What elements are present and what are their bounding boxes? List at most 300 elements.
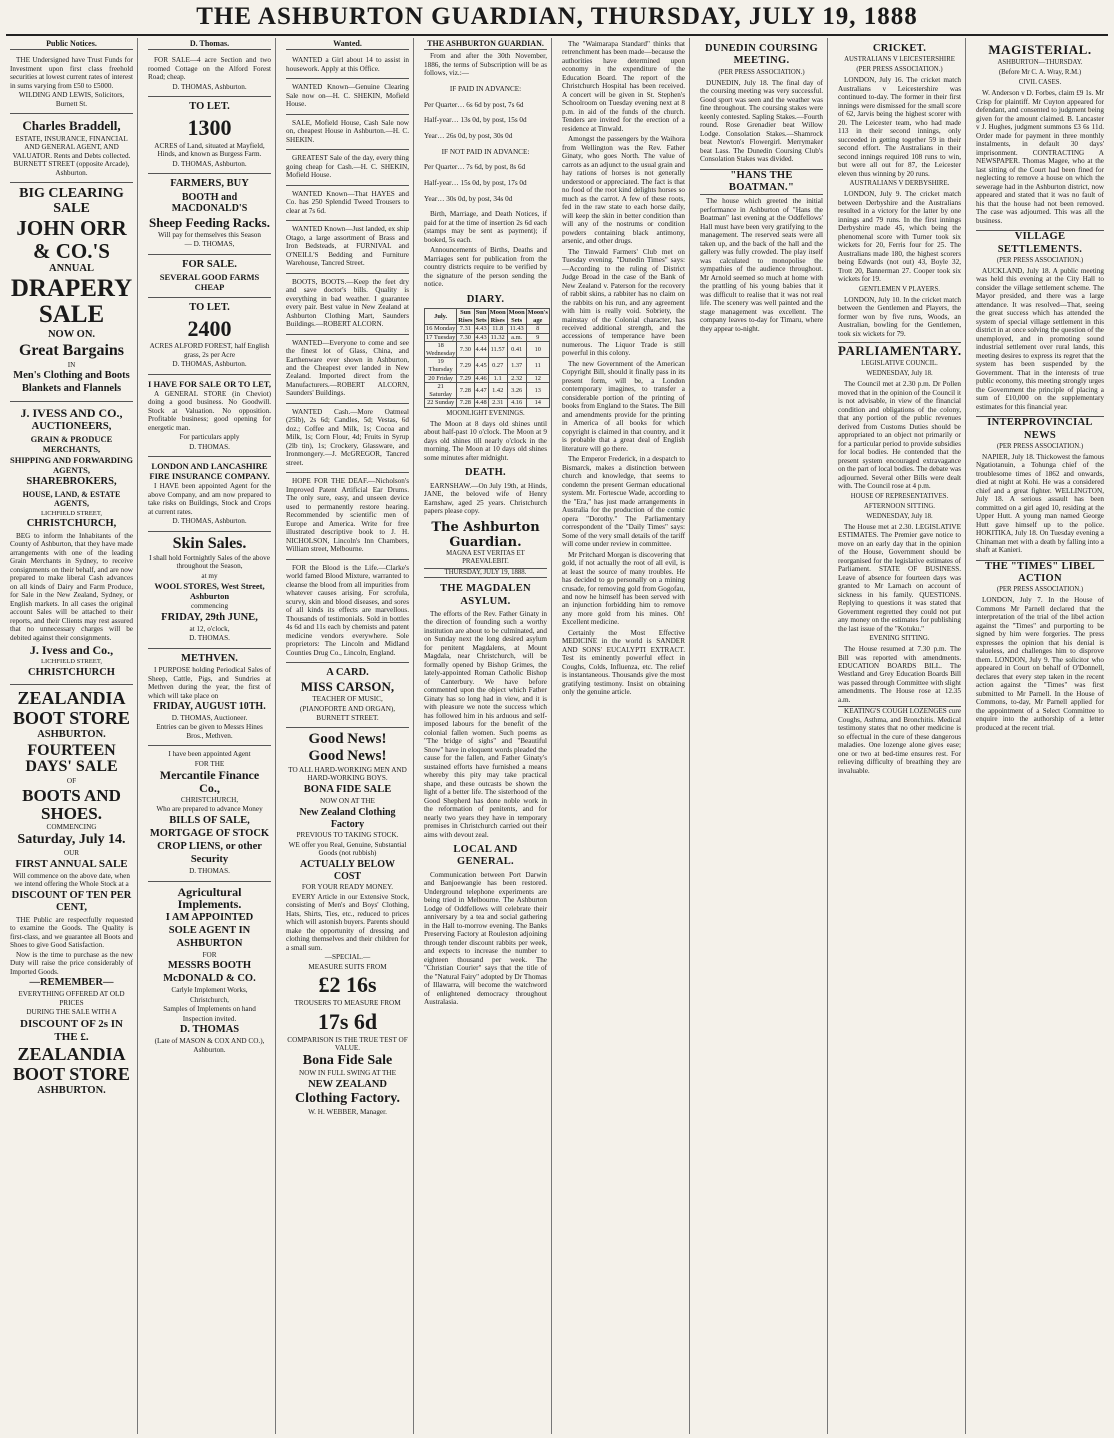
- for-sale-label: FOR SALE.: [182, 258, 237, 270]
- boot-store-footer: BOOT STORE: [13, 1063, 130, 1084]
- news-paragraph: Amongst the passengers by the Waihora from Wellington was the Rev. Father Ginaty, who goes North. The value of carrots as an adjunct to the usual grain and hay rations of horses is not generally understood or appreciated. The fact is that no food of the root kind delights horses so much as the carrot. A few of these roots, fed in the raw state to each horse daily, will keep the skin in better condition than will any of the nostrums or condition powders containing black antimony, arsenic, and other drugs.: [562, 135, 685, 246]
- cricket-title: CRICKET.: [872, 43, 927, 54]
- libel-sub: (PER PRESS ASSOCIATION.): [996, 586, 1084, 594]
- to-let-2400: [148, 298, 271, 375]
- agricultural-implements: Agricultural Implements.: [177, 884, 242, 912]
- news-paragraph: The new Government of the American Copyright Bill, should it finally pass in its present form, will be, a London contemporary imagines, to transfer a considerable portion of the printing of books from England to the States. The Bill and amendments provide for the printing in America of all books for which copyright is claimed in that country, and it is probable that a great deal of English literature will go there.: [562, 359, 685, 453]
- diary-row: [425, 399, 550, 408]
- diary-cell: 7.28: [457, 399, 474, 408]
- diary-row: [425, 325, 550, 334]
- diary-cell: 7.28: [457, 383, 474, 399]
- village-sub: (PER PRESS ASSOCIATION.): [996, 256, 1084, 264]
- diary-cell: 19 Thursday: [425, 358, 457, 374]
- legislative-council: LEGISLATIVE COUNCIL.: [861, 360, 938, 368]
- wanted-cash: [286, 404, 409, 473]
- diary-cell: 20 Friday: [425, 374, 457, 383]
- implements-ad: [148, 882, 271, 1060]
- magisterial-title: MAGISTERIAL.: [988, 42, 1092, 57]
- evening-sitting: EVENING SITTING.: [869, 635, 930, 642]
- london-lancashire: LONDON AND LANCASHIRE FIRE INSURANCE COMPANY.: [149, 461, 270, 482]
- village-settlements-title: VILLAGE SETTLEMENTS.: [976, 230, 1104, 256]
- measure-suits: MEASURE SUITS FROM: [308, 962, 387, 971]
- diary-cell: 11.43: [507, 325, 526, 334]
- greatest-sale: [286, 150, 409, 185]
- local-general-body: Communication between Port Darwin and Banjoewangie has been restored. Underground telephone experiments are being tried in Melbourne. The Ashburton Lodge of Oddfellows will celebrate their anniversary by a tea and social gathering in the Hall to-morrow evening. The Banks Preserving Factory at Rouleston adjoining through tender discount rabbits per week, and expects to increase the number to eighteen thousand per week. The "Christian Courier" says that the title of the "Natural Fairy" adopted by Dr Thomas of Illawarra, will become the watchword of enlightened democracy throughout Australasia.: [424, 870, 547, 1007]
- diary-title: DIARY.: [466, 293, 505, 305]
- diary-header-cell: Moon Sets: [508, 309, 525, 324]
- magdalen-title: THE MAGDALEN ASYLUM.: [440, 583, 531, 607]
- john-orr-name: JOHN ORR & CO.'S: [16, 216, 127, 263]
- diary-row: [425, 333, 550, 342]
- lichfield-street-footer: LICHFIELD STREET,: [40, 658, 103, 666]
- thomas-sign: D. THOMAS, Ashburton.: [172, 360, 247, 369]
- village-body: AUCKLAND, July 18. A public meeting was held this evening at the City Hall to consider the village settlement scheme. The Mayor presided, and there was a large attendance. It was resolved—That, seeing the great success which has attended the system of special village settlement in this district in at once solving the question of the unemployed, and in promoting sound industrial settlement over rural lands, this meeting desires to express its regret that the system has been suspended by the Government. That in the interests of true public economy, this meeting strongly urges the Government the principle of placing a sum of £10,000 on the supplementary estimates for this financial year.: [976, 266, 1104, 411]
- rate-line: Half-year… 13s 0d, by post, 15s 0d: [424, 116, 527, 125]
- boots-and-shoes: BOOTS AND SHOES.: [22, 785, 121, 823]
- piano-label: (PIANOFORTE AND ORGAN),: [299, 704, 396, 713]
- good-farms-ad: [148, 255, 271, 298]
- appointed-label: I AM APPOINTED: [165, 911, 254, 923]
- general-store-text: A GENERAL STORE (in Cheviot) doing a good business. No Goodwill. Stock at Valuation. No opposition. Profitable business; good opening for energetic man.: [148, 389, 271, 432]
- column-coursing-boatman: [696, 38, 828, 1434]
- ivess-body: BEG to inform the Inhabitants of the County of Ashburton, that they have made arrangements with one of the leading Grain Merchants in Sydney, to receive consignments on their behalf, and are now prepared to make liberal Cash advances on all kinds of Dairy and Farm Produce, for Sale in the New Zealand, Sydney, or English markets. In all cases the original account Sales will be attached to their reports, and their Clients may rest assured that no unnecessary charges will be debited against their consignments.: [10, 531, 133, 642]
- christchurch-label: CHRISTCHURCH,: [180, 795, 239, 804]
- diary-cell: 11: [526, 358, 549, 374]
- announcements-note: Announcements of Births, Deaths and Marriages sent for publication from the country districts require to be verified by the signature of the person sending the notice.: [424, 246, 547, 289]
- column-d-thomas: [144, 38, 276, 1434]
- commencing-label: commencing: [190, 602, 229, 611]
- trust-funds-ad: [10, 52, 133, 114]
- at-my-label: at my: [201, 571, 218, 580]
- previous-stock: PREVIOUS TO TAKING STOCK.: [296, 831, 399, 840]
- ivess-name: J. IVESS AND CO.,: [20, 405, 123, 420]
- libel-body: LONDON, July 7. In the House of Commons Mr Parnell declared that the interpretation of the trial of the libel action against the "Times" and purporting to be signed by him were forgeries. The press expresses the opinion that his denial is valueless, and challenges him to disprove them. LONDON, July 9. The solicitor who appeared in Court on behalf of O'Donnell, declares that every step taken in the recent action against the "Times" was first submitted to Mr Parnell. In the House of Commons, to-day, Mr Parnell applied for the appointment of a Select Committee to enquire into the authorship of a letter produced at the recent trial.: [976, 596, 1104, 732]
- nz-clothing-factory: New Zealand Clothing Factory: [299, 806, 396, 830]
- diary-cell: 18 Wednesday: [426, 342, 456, 357]
- clothing-factory: Clothing Factory.: [295, 1091, 400, 1107]
- diary-cell: 22 Sunday: [425, 399, 457, 408]
- column-header: THE ASHBURTON GUARDIAN.: [424, 38, 547, 50]
- coursing-body: DUNEDIN, July 18. The final day of the coursing meeting was very successful. Good sport was seen and the weather was fine throughout. The coursing stakes were keenly contested. Sapling Stakes.—Fourth round. Rose Grenadier beat Willow Lodge. Consolation Stakes.—Shamrock beat Newton's Flowergirl. Merrymaker beat Lass. The Dunedin Coursing Club's Consolation Stakes was divided.: [700, 78, 823, 164]
- magisterial-body: W. Anderson v D. Forbes, claim £9 1s. Mr Crisp for plaintiff. Mr Cuyton appeared for defendant, and consented to judgment being given for the amount claimed. B. Lancaster v J. Hughes, judgment summons £3 6s 11d. Order made for payment in three monthly instalments, in default 30 days' imprisonment. CONTRACTING A NEWSPAPER. Thomas Magee, who at the last sitting of the Court had been fined for neglecting to remove a house on which the sewerage had in the Ashburton district, now appeared and stated that it was no fault of his that the house had not been removed. The case was adjourned. This was all the business.: [976, 89, 1104, 225]
- auctioneers: AUCTIONEERS,: [31, 421, 112, 432]
- diary-header-cell: Moon Rises: [489, 309, 506, 324]
- diary-header-cell: Sun Sets: [475, 309, 487, 324]
- now-is-time: Now is the time to purchase as the new Duty will raise the price considerably of Imported Goods.: [10, 950, 133, 976]
- news-paragraph: Mr Pritchard Morgan is discovering that gold, if not actually the root of all evil, is at least the source of many troubles. He has decided to go personally on a mining crusade, for removing gold from Gogofau, and now he himself has been served with an injunction forbidding him to remove any more gold from his mines. Oh! Excellent medicine.: [562, 550, 685, 627]
- diary-cell: 1.37: [507, 358, 526, 374]
- wanted-text: WANTED Known—Genuine Clearing Sale now on—H. C. SHEKIN, Mofield House.: [286, 83, 409, 109]
- diary-row: [425, 358, 550, 374]
- if-not-paid-label: IF NOT PAID IN ADVANCE:: [441, 147, 530, 156]
- news-paragraph: The Emperor Frederick, in a despatch to Bismarck, makes a distinction between church and knowledge, that seems to condemn the present German educational system. Mr. Fortescue Wade, according to the "Era," has just made arrangements in Australia for the production of the comic opera "Dorothy." The Parliamentary correspondent of the "Daily Times" says: Some of the very small details of the tariff will come under review in committee.: [562, 455, 685, 549]
- price-trousers: 17s 6d: [317, 1008, 378, 1034]
- wanted-text: FOR the Blood is the Life.—Clarke's world famed Blood Mixture, warranted to cleanse the blood from all impurities from whatever causes arising. For scrofula, scurvy, skin and blood diseases, and sores of all kinds its effects are marvellous. Thousands of testimonials. Sold in bottles 4s 6d and 11s each by chemists and patent medicine vendors everywhere. Sole proprietors: The Lincoln and Midland Counties Drug Co., Lincoln, England.: [286, 563, 409, 657]
- rate-line: Year… 30s 0d, by post, 34s 0d: [424, 194, 513, 203]
- sole-agent: SOLE AGENT IN ASHBURTON: [168, 925, 251, 949]
- rate-line: Per Quarter… 7s 6d, by post, 8s 6d: [424, 163, 526, 172]
- wanted-text: WANTED Cash.—More Oatmeal (25lb), 2s 6d; Candles, 5d; Vestas, 6d doz.; Coffee and Milk, 1s; Cocoa and Milk, 1s; Corn Flour, 4d; Fruits in Syrup (2lb tin), 1s; Crockery, Glassware, and Ironmongery.—J. McGREGOR, Tancred street.: [286, 407, 409, 467]
- zealandia-title: ZEALANDIA: [17, 688, 126, 709]
- miss-carson: MISS CARSON,: [300, 679, 395, 695]
- have-for-sale: I HAVE FOR SALE OR TO LET,: [148, 378, 271, 389]
- mercantile-body: Who are prepared to advance Money: [156, 805, 263, 814]
- masthead-rule: [6, 34, 1108, 36]
- boatman-title: "HANS THE BOATMAN.": [700, 169, 823, 196]
- diary-cell: 2.32: [507, 374, 526, 383]
- diary-cell: 7.30: [457, 333, 474, 342]
- birth-notice-rates: Birth, Marriage, and Death Notices, if paid for at the time of insertion 2s 6d each (stamps may be sent as payment); if booked, 5s each.: [424, 210, 547, 244]
- actually-below-cost: ACTUALLY BELOW COST: [299, 858, 396, 882]
- ivess-ad: [10, 402, 133, 686]
- ashburton-thursday: ASHBURTON—THURSDAY.: [997, 59, 1083, 67]
- in-label: IN: [67, 360, 76, 369]
- wanted-girl: [286, 52, 409, 79]
- boots-ad: [286, 274, 409, 335]
- wanted-text: BOOTS, BOOTS.—Keep the feet dry and save doctor's bills. Quality is everything in bad weather. I guarantee every pair. Best value in New Zealand at Ashburton Clothing Mart, Saunders Buildings.—ROBERT ALCORN.: [286, 277, 409, 329]
- news-paragraph: The "Waimarapa Standard" thinks that retrenchment has been made—because the authorities have determined upon economy in the expenditure of the Education Board. The report of the Christchurch Hospital has been received. A concert will be given in St. Stephen's Schoolroom on Tuesday evening next at 8 p.m. in aid of the funds of the church. Tenders are invited for the erection of a residence at Tinwald.: [562, 40, 685, 133]
- diary-row: [425, 383, 550, 399]
- insurance-ad: [148, 457, 271, 531]
- diary-table: [424, 308, 550, 408]
- everything-offered: EVERYTHING OFFERED AT OLD PRICES: [18, 990, 125, 1007]
- to-let-label: TO LET.: [189, 101, 230, 113]
- house-of-reps: HOUSE OF REPRESENTATIVES.: [850, 492, 949, 500]
- now-in-full-swing: NOW IN FULL SWING AT THE: [299, 1069, 396, 1078]
- cricket-assoc: (PER PRESS ASSOCIATION.): [856, 66, 943, 74]
- mortgage-stock: MORTGAGE OF STOCK: [149, 827, 270, 839]
- wanted-text: WANTED—Everyone to come and see the finest lot of Glass, China, and Earthenware ever shown in Ashburton, and the Cheapest ever landed in New Zealand. Imported direct from the Manufacturers.—ROBERT ALCORN, Saunders' Buildings.: [286, 338, 409, 398]
- column-public-notices: [6, 38, 138, 1434]
- methven-ad: [148, 649, 271, 747]
- booth-macdonald: BOOTH and MACDONALD'S: [171, 191, 248, 215]
- farmers-buy: FARMERS, BUY: [170, 178, 249, 190]
- thomas-sign: D. THOMAS.: [189, 867, 230, 876]
- newspaper-page: [6, 38, 1108, 1434]
- guardian-motto: MAGNA EST VERITAS ET PRAEVALEBIT.: [446, 550, 525, 566]
- column-header: Wanted.: [286, 38, 409, 50]
- bedsteads-ad: [286, 221, 409, 273]
- diary-cell: 13: [526, 383, 549, 399]
- deaf-ad: [286, 473, 409, 559]
- moonlight-title: MOONLIGHT EVENINGS.: [446, 409, 525, 417]
- before-magistrate: (Before Mr C. A. Wray, R.M.): [998, 69, 1082, 77]
- braddell-ad: [10, 114, 133, 183]
- rate-line: Per Quarter… 6s 6d by post, 7s 6d: [424, 100, 524, 109]
- diary-cell: 17 Tuesday: [426, 333, 456, 341]
- bills-of-sale: BILLS OF SALE,: [169, 814, 250, 826]
- thomas-sign: D. THOMAS.: [189, 442, 230, 451]
- diary-cell: 11.8: [488, 325, 507, 334]
- diary-cell: 1.42: [488, 383, 507, 399]
- wanted-text: GREATEST Sale of the day, every thing going cheap for Cash.—H. C. SHEKIN, Mofield House.: [286, 154, 409, 180]
- discount-ten-per-cent: DISCOUNT OF TEN PER CENT,: [11, 889, 132, 914]
- wanted-text: HOPE FOR THE DEAF.—Nicholson's Improved Patent Artificial Ear Drums. The only sure, easy, and unseen device used to permanently restore hearing. Recommended by scientific men of Europe and America. Write for free illustrated descriptive book to J. H. NICHOLSON, Lincoln's Inn Chambers, William street, Melbourne.: [286, 477, 409, 554]
- mercantile-finance: Mercantile Finance Co.,: [159, 768, 260, 796]
- blood-mixture-ad: [286, 560, 409, 663]
- skin-sales-ad: [148, 532, 271, 649]
- house-body: The House met at 2.30. LEGISLATIVE ESTIMATES. The Premier gave notice to move on an early day that in the opinion of the House, Government should be reorganised for the legislative estimates of Parliament. STATE OF BUSINESS. Leave of absence for fourteen days was granted to Mr Larnach on account of sickness in his family. QUESTIONS. Replying to questions it was stated that Government regretted they could not put any money on the estimates for publishing the last issue of the "Kotuku.": [838, 522, 961, 633]
- our-label: OUR: [63, 848, 80, 857]
- lichfield-street: LICHFIELD STREET,: [40, 509, 103, 517]
- acres-1300: 1300: [187, 114, 232, 140]
- local-general-title: LOCAL AND GENERAL.: [453, 844, 518, 868]
- diary-cell: 0.27: [488, 358, 507, 374]
- particulars-label: For particulars apply: [179, 433, 240, 442]
- diary-row: [425, 374, 550, 383]
- good-news-2: Good News!: [308, 748, 387, 765]
- thomas-sign: D. THOMAS, Auctioneer.: [171, 714, 248, 722]
- guardian-flag: The Ashburton Guardian.: [431, 519, 540, 550]
- hard-working: TO ALL HARD-WORKING MEN AND HARD-WORKING BOYS.: [288, 765, 407, 783]
- clothing-factory-ad: [286, 728, 409, 1121]
- insurance-body: I HAVE been appointed Agent for the above Company, and am now prepared to take risks on Buildings, Stock and Crops at current rates.: [148, 482, 271, 516]
- thomas-sign: D. THOMAS: [179, 1024, 240, 1036]
- diary-cell: 4.44: [474, 342, 488, 358]
- diary-cell: 8: [526, 325, 549, 334]
- rate-line: Year… 26s 0d, by post, 30s 0d: [424, 132, 513, 141]
- column-magisterial: [972, 38, 1108, 1434]
- wednesday-date: WEDNESDAY, July 18.: [866, 512, 933, 520]
- for-the-label: FOR THE: [194, 759, 225, 768]
- now-on-at: NOW ON AT THE: [320, 797, 375, 806]
- diary-row: [425, 342, 550, 358]
- big-clearing-sale: BIG CLEARING SALE: [19, 186, 124, 216]
- diary-cell: 11.57: [488, 342, 507, 358]
- diary-cell: 7.31: [457, 325, 474, 334]
- diary-header-cell: July.: [425, 309, 457, 325]
- hayes-trousers: [286, 186, 409, 221]
- skin-sales-body: I shall hold Fortnightly Sales of the above throughout the Season,: [149, 553, 270, 571]
- commencing-label: COMMENCING: [46, 823, 97, 832]
- evening-body: The House resumed at 7.30 p.m. The Bill was reported with amendments. EDUCATION BOARDS BILL. The Westland and Grey Education Boards Bill was passed through Committee with slight amendments. The House rose at 12.35 a.m.: [838, 645, 961, 704]
- ivess-name-footer: J. Ivess and Co.,: [29, 643, 114, 658]
- diary-header-cell: Moon's age: [527, 309, 548, 324]
- every-article: EVERY Article in our Extensive Stock, consisting of Men's and Boys' Clothing, Hats, Shirts, Ties, etc., reduced to prices which will astonish buyers. Parents should make the opportunity of dressing and clothing themselves and their children for a small sum.: [286, 892, 409, 952]
- remember-label: —REMEMBER—: [29, 977, 114, 989]
- afternoon-sitting: AFTERNOON SITTING.: [864, 502, 935, 510]
- moonlight-text: The Moon at 8 days old shines until about half-past 10 o'clock. The Moon at 9 days old shines till nearly o'clock in the morning. The Moon at 10 days old shines some minutes after midnight.: [424, 419, 547, 462]
- diary-cell: 4.43: [475, 333, 487, 341]
- special-label: —SPECIAL.—: [324, 953, 371, 962]
- libel-title: THE "TIMES" LIBEL ACTION: [976, 560, 1104, 586]
- teacher-label: TEACHER OF MUSIC,: [312, 695, 383, 704]
- interprovincial-body: NAPIER, July 18. Thickowest the famous Ngatiotanuin, a Tohunga chief of the troublesome times of 1862 and onwards, died at night at Kohi. He was a considered chief and a great fighter. WELLINGTON, July 18. A serious assault has been committed on a girl aged 10, residing at the Upper Hutt. A young man named George Hutt gave himself up to the police. HOKITIKA, July 18. On Tuesday evening a Chinaman met with a death by falling into a shaft at Kanieri.: [976, 452, 1104, 555]
- for-sale-text: FOR SALE—4 acre Section and two roomed Cottage on the Alford Forest Road; cheap.: [148, 56, 271, 82]
- public-body: THE Public are respectfully requested to examine the Goods. The Quality is first-class, and we guarantee all Boots and Shoes to give Good Satisfaction.: [10, 915, 133, 950]
- diary-cell: 7.29: [457, 374, 474, 383]
- we-offer: WE offer you Real, Genuine, Substantial Goods (not rubbish): [288, 840, 407, 858]
- diary-cell: 7.29: [457, 358, 474, 374]
- john-orr-ad: [10, 183, 133, 402]
- several-farms: SEVERAL GOOD FARMS CHEAP: [159, 272, 260, 293]
- wilding-lewis: WILDING AND LEWIS, Solicitors, Burnett St.: [18, 91, 125, 108]
- for-your-money: FOR YOUR READY MONEY.: [301, 883, 394, 892]
- boatman-body: The house which greeted the initial performance in Ashburton of "Hans the Boatman" last evening at the Oddfellows' Hall must have been very gratifying to the management. The reserved seats were all taken up, and the back of the hall and the gallery was fully crowded. The play itself was calculated to monopolise the sympathies of the audience throughout. Mr Arnold seemed so much at home with the prattling of his young babies that it was difficult to realise that it was not real life. The scenery was well painted and the stage management was excellent. The company leaves to-day for Timaru, where they appear to-night.: [700, 197, 823, 333]
- saturday-july-14: Saturday, July 14.: [17, 831, 126, 847]
- sharebrokers: SHAREBROKERS,: [26, 476, 117, 488]
- of-label: OF: [66, 777, 77, 786]
- will-pay: Will pay for themselves this Season: [158, 230, 261, 239]
- players-title: GENTLEMEN V PLAYERS.: [859, 285, 940, 293]
- miss-carson-card: [286, 663, 409, 728]
- price-suits: £2 16s: [318, 972, 377, 998]
- new-zealand-label: NEW ZEALAND: [308, 1078, 387, 1090]
- rates-intro: From and after the 30th November, 1886, the terms of Subscription will be as follows, viz.:—: [424, 52, 547, 78]
- burnett-street: BURNETT STREET.: [316, 714, 379, 722]
- if-paid-label: IF PAID IN ADVANCE:: [449, 85, 522, 94]
- thomas-late-of: (Late of MASON & COX AND CO.), Ashburton.: [154, 1037, 265, 1054]
- during-sale: DURING THE SALE WITH A: [26, 1008, 117, 1017]
- sheep-racks-ad: [148, 174, 271, 255]
- trust-funds-text: THE Undersigned have Trust Funds for Investment upon first class freehold securities at lowest current rates of interest in sums varying from £50 to £5000.: [10, 56, 133, 90]
- diary-header-cell: Sun Rises: [458, 309, 473, 324]
- rate-line: Half-year… 15s 0d, by post, 17s 0d: [424, 179, 527, 188]
- parliamentary-title: PARLIAMENTARY.: [838, 343, 962, 358]
- methven-title: METHVEN.: [181, 652, 238, 664]
- wanted-text: SALE, Mofield House, Cash Sale now on, cheapest House in Ashburton.—H. C. SHEKIN.: [286, 118, 409, 144]
- to-let-label: TO LET.: [189, 302, 230, 314]
- general-store-ad: [148, 375, 271, 457]
- messrs-booth: MESSRS BOOTH McDONALD & CO.: [163, 960, 256, 984]
- zealandia-ad: [10, 685, 133, 1102]
- diary-cell: 2.31: [488, 399, 507, 408]
- wanted-known: [286, 79, 409, 114]
- at-12: at 12, o'clock,: [189, 624, 230, 633]
- derby-body: LONDON, July 9. The cricket match between Derbyshire and the Australians resulted in a victory for the latter by one innings and 79 runs. In the first innings Derbyshire made 45, which being the phenomenal score with Turner took six wickets for 20, Ferris four for 25. The Australians made 180, the highest scorers being Edwards (not out) 43, Boyle 32, Trott 20, Bannerman 27. Cooper took six wickets for 19.: [838, 190, 961, 284]
- sheep-feeding-racks: Sheep Feeding Racks.: [149, 215, 270, 231]
- drapery-sale: DRAPERY SALE: [10, 274, 133, 329]
- news-paragraph: Certainly the Most Effective MEDICINE in the world is SANDER AND SONS' EUCALYPTI EXTRACT. Test its eminently powerful effect in Coughs, Colds, Influenza, etc. The relief is instantaneous. Thousands give the most gratifying testimony. Insist on obtaining only the genuine article.: [562, 628, 685, 697]
- wanted-text: WANTED Known—That HAYES and Co. has 250 Splendid Tweed Trousers to clear at 7s 6d.: [286, 189, 409, 215]
- great-bargains: Great Bargains: [18, 341, 125, 359]
- diary-cell: 4.48: [475, 399, 487, 407]
- boot-store-title: BOOT STORE: [13, 708, 130, 729]
- friday-june: FRIDAY, 29th JUNE,: [161, 611, 258, 623]
- diary-cell: a.m.: [507, 333, 526, 342]
- wednesday-date: WEDNESDAY, July 18.: [866, 370, 933, 378]
- bona-fide-sale: BONA FIDE SALE: [303, 783, 392, 795]
- interprovincial-title: INTERPROVINCIAL NEWS: [976, 416, 1104, 442]
- column-guardian-editorial: [420, 38, 552, 1434]
- diary-cell: 21 Saturday: [425, 383, 457, 399]
- webber-manager: W. H. WEBBER, Manager.: [308, 1107, 387, 1116]
- blankets-flannels: Blankets and Flannels: [21, 383, 122, 395]
- grain-merchants: GRAIN & PRODUCE MERCHANTS,: [30, 434, 113, 455]
- christchurch: CHRISTCHURCH,: [26, 518, 117, 530]
- column-news: [558, 38, 690, 1434]
- diary-cell: 7.30: [457, 342, 474, 358]
- coursing-sub: (PER PRESS ASSOCIATION.): [718, 68, 805, 76]
- thomas-sign: D. THOMAS, Ashburton.: [172, 82, 247, 91]
- braddell-name: Charles Braddell,: [22, 118, 121, 134]
- column-header: Public Notices.: [10, 38, 133, 50]
- ashburton-label: ASHBURTON.: [37, 729, 106, 741]
- thomas-sign: D. THOMAS, Ashburton.: [172, 159, 247, 168]
- civil-cases: CIVIL CASES.: [1018, 79, 1062, 87]
- appointed-label: I have been appointed Agent: [168, 750, 251, 759]
- column-wanted: [282, 38, 414, 1434]
- thomas-sign: D. THOMAS, Ashburton.: [172, 517, 247, 526]
- christchurch-label: Christchurch,: [190, 995, 229, 1004]
- death-text: EARNSHAW.—On July 19th, at Hinds, JANE, the beloved wife of Henry Earnshaw, aged 25 years. Christchurch papers please copy.: [424, 481, 547, 516]
- first-annual-body: Will commence on the above date, when we intend offering the Whole Stock at a: [13, 871, 130, 889]
- wanted-text: WANTED Known—Just landed, ex ship Otago, a large assortment of Brass and Iron Bedsteads, at FURNIVAL and O'NEILL'S Bedding and Furniture Warehouse, Tancred Street.: [286, 225, 409, 268]
- diary-cell: 4.47: [474, 383, 488, 399]
- diary-cell: 9: [526, 333, 549, 342]
- editorial-date: THURSDAY, JULY 19, 1888.: [424, 568, 547, 578]
- mercantile-ad: [148, 746, 271, 881]
- house-land-agents: HOUSE, LAND, & ESTATE AGENTS,: [22, 489, 121, 509]
- for-sale-cottage: [148, 52, 271, 97]
- entries-note: Entries can be given to Messrs Hines Bros., Methven.: [156, 723, 263, 740]
- cricket-body: LONDON, July 16. The cricket match Australians v Leicestershire was continued to-day. The former in their first innings were dismissed for the small score of 62, Jarvis being the highest scorer with 20. The Leicester team, who had made 113 in their second innings, only succeeded in getting together 59 in their second effort. The Australians in their second innings required 108 runs to win, but were all out for 87, the Leicester eleven thus winning by 20 runs.: [838, 76, 961, 178]
- diary-cell: 11.32: [488, 333, 507, 342]
- diary-cell: 10: [526, 342, 549, 358]
- death-title: DEATH.: [465, 467, 506, 479]
- thomas-sign: — D. THOMAS,: [184, 240, 235, 249]
- crop-liens: CROP LIENS, or other Security: [157, 841, 262, 865]
- shipping-agents: SHIPPING AND FORWARDING AGENTS,: [10, 455, 133, 476]
- diary-body: [425, 325, 550, 407]
- column-header: D. Thomas.: [148, 38, 271, 50]
- diary-cell: 4.16: [507, 399, 526, 408]
- acres-2400-body: ACRES ALFORD FOREST, half English grass, 2s per Acre: [149, 342, 270, 359]
- masthead: THE ASHBURTON GUARDIAN, THURSDAY, JULY 19, 1888: [196, 3, 918, 30]
- diary-cell: 1.1: [488, 374, 507, 383]
- braddell-desc: ESTATE, INSURANCE, FINANCIAL AND GENERAL AGENT, AND VALUATOR. Rents and Debts collected. BURNETT STREET (opposite Arcade), Ashburton.: [12, 134, 131, 177]
- diary-cell: 4.45: [474, 358, 488, 374]
- wanted-text: WANTED a Girl about 14 to assist in housework. Apply at this Office.: [286, 56, 409, 73]
- discount-2s: DISCOUNT OF 2s IN THE £.: [20, 1017, 123, 1043]
- comparison-label: COMPARISON IS THE TRUE TEST OF VALUE.: [287, 1035, 408, 1053]
- acres-2400: 2400: [187, 315, 232, 341]
- acres-1300-body: ACRES of Land, situated at Mayfield, Hinds, and known as Burgess Farm.: [154, 141, 265, 159]
- glass-china-ad: [286, 335, 409, 404]
- for-label: FOR: [202, 950, 217, 959]
- diary-cell: 12: [526, 374, 549, 383]
- diary-cell: 0.41: [507, 342, 526, 358]
- mens-clothing: Men's Clothing and Boots: [13, 370, 130, 382]
- magdalen-body: The efforts of the Rev. Father Ginaty in the direction of founding such a worthy institution are about to be culminated, and on Sunday next the long desired asylum for penitent Magdalens, at Mount Magdala, near Christchurch, will be formally opened by Bishop Grimes, the lately-appointed Roman Catholic Bishop of Canterbury. We have before commented upon the object which Father Ginaty has so long had in view, and it is with pleasure we note the success which has followed him in his arduous and self-imposed labours for the benefit of the colonial fallen women. Such poems as "The bridge of sighs" and "Beautiful Snow" have in eloquent words pleaded the cause for the fallen, and Father Ginaty's sustained efforts have furnished a means whereby this pity may take practical shape, and these outcasts be shown the light of a better life. The sisterhood of the Good Shepherd has done noble work in the reformation of penitents, and for nearly two years they have in temporary premises in Christchurch carried out their aims with devout zeal.: [424, 609, 547, 839]
- cricket-sub: AUSTRALIANS V LEICESTERSHIRE: [844, 56, 955, 64]
- trousers-label: TROUSERS TO MEASURE FROM: [294, 999, 401, 1008]
- diary-cell: 3.26: [507, 383, 526, 399]
- bona-fide-sale-2: Bona Fide Sale: [302, 1052, 393, 1068]
- derby-title: AUSTRALIANS V DERBYSHIRE.: [849, 180, 950, 188]
- carlyle-works: Carlyle Implement Works,: [171, 986, 248, 995]
- skin-sales-title: Skin Sales.: [172, 534, 247, 552]
- diary-header-row: [425, 309, 550, 325]
- annual-label: ANNUAL: [49, 262, 94, 274]
- methven-body: I PURPOSE holding Periodical Sales of Sheep, Cattle, Pigs, and Sundries at Methven during the year, the first of which will take place on: [148, 666, 271, 700]
- good-news: Good News!: [308, 731, 387, 748]
- players-body: LONDON, July 10. In the cricket match between the Gentlemen and Players, the former won by five runs, Woods, an Australian, bowling for the Gentlemen, took six wickets for 79.: [838, 295, 961, 338]
- ashburton-footer: ASHBURTON.: [37, 1084, 106, 1096]
- inspection-invited: Inspection invited.: [182, 1014, 237, 1023]
- christchurch-footer: CHRISTCHURCH: [28, 667, 115, 679]
- zealandia-footer: ZEALANDIA: [17, 1043, 126, 1064]
- keating-ad: KEATING'S COUGH LOZENGES cure Coughs, Asthma, and Bronchitis. Medical testimony states that no other medicine is so effectual in the cure of these dangerous maladies. One lozenge alone gives ease; one or two at bed-time ensures rest. For relieving difficulty of breathing they are invaluable.: [838, 707, 961, 775]
- coursing-title: DUNEDIN COURSING MEETING.: [704, 43, 819, 67]
- column-cricket-parliament: [834, 38, 966, 1434]
- friday-august: FRIDAY, AUGUST 10TH.: [153, 701, 266, 713]
- now-on: NOW ON.: [47, 329, 96, 341]
- samples-label: Samples of Implements on hand: [163, 1005, 256, 1014]
- diary-cell: 14: [526, 399, 549, 408]
- news-paragraph: The Tinwald Farmers' Club met on Tuesday evening. "Dunedin Times" says:—According to the ruling of District Judge Broad in the case of the Bank of New Zealand v. Paterson for the recovery of rabbit skins, a rabbiter has no claim on the rabbits on his run, and any agreement with him is really void. Sobriety, the mainstay of the Colonial character, has received additional strength, and the accessions of temperance have been numerous. The Liquor Trade is still powerful in this colony.: [562, 247, 685, 358]
- interprovincial-sub: (PER PRESS ASSOCIATION.): [996, 442, 1084, 450]
